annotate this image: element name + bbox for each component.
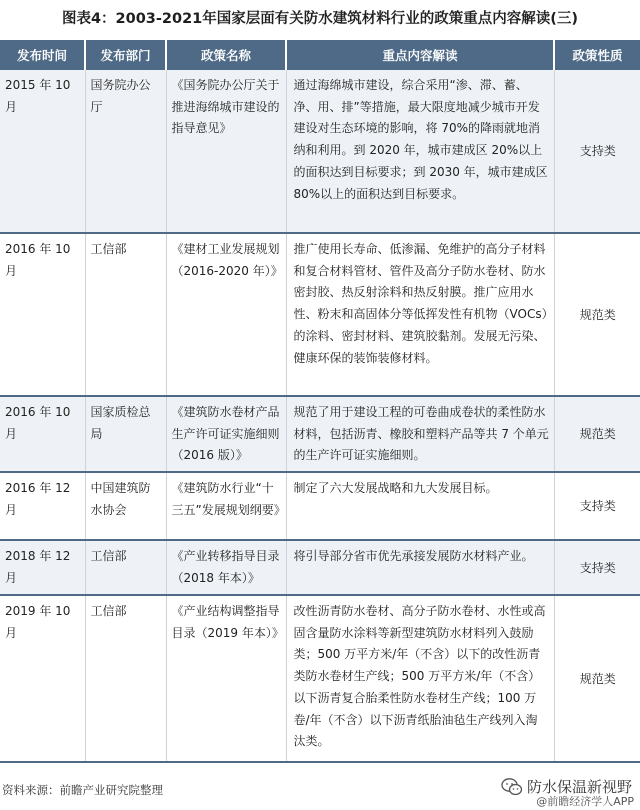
table-row: [0, 70, 640, 233]
cell-policy-name: 《建筑防水行业“十三五”发展规划纲要》: [166, 472, 286, 540]
watermark-text: 防水保温新视野: [526, 778, 632, 796]
cell-dept: 国务院办公厅: [85, 70, 166, 233]
cell-nature: 规范类: [554, 595, 640, 762]
cell-dept: 国家质检总局: [85, 396, 166, 472]
table-row: [0, 396, 640, 472]
chart-title: 图表4：2003-2021年国家层面有关防水建筑材料行业的政策重点内容解读(三): [61, 11, 579, 27]
cell-policy-name: 《产业转移指导目录（2018 年本）》: [166, 540, 286, 595]
cell-policy-name: 《建筑防水卷材产品生产许可证实施细则（2016 版）》: [166, 396, 286, 472]
header-policy-nature: 政策性质: [554, 40, 640, 70]
table-header-row: [0, 40, 640, 70]
cell-dept: 工信部: [85, 595, 166, 762]
app-note: @前瞻经济学人APP: [536, 795, 634, 808]
header-date: 发布时间: [0, 40, 85, 70]
cell-nature: 支持类: [554, 70, 640, 233]
cell-date: 2015 年 10 月: [0, 70, 85, 233]
table-row: [0, 540, 640, 595]
cell-date: 2018 年 12 月: [0, 540, 85, 595]
cell-content: 推广使用长寿命、低渗漏、免维护的高分子材料和复合材料管材、管件及高分子防水卷材、防水密封胶、热反射涂料和热反射膜。推广应用水性、粉末和高固体分等低挥发性有机物（VOCs）的涂料、密封材料、建筑胶黏剂。发展无污染、健康环保的装饰装修材料。: [286, 233, 554, 396]
header-key-content: 重点内容解读: [286, 40, 554, 70]
cell-content: 改性沥青防水卷材、高分子防水卷材、水性或高固含量防水涂料等新型建筑防水材料列入鼓励类；500 万平方米/年（不含）以下的改性沥青类防水卷材生产线；500 万平方米/年（不含）以下沥青复合胎柔性防水卷材生产线；100 万卷/年（不含）以下沥青纸胎油毡生产线列入淘汰类。: [286, 595, 554, 762]
cell-date: 2016 年 10 月: [0, 233, 85, 396]
cell-content: 通过海绵城市建设，综合采用“渗、滞、蓄、净、用、排”等措施，最大限度地减少城市开发建设对生态环境的影响，将 70%的降雨就地消纳和利用。到 2020 年，城市建成区 20%以上的面积达到目标要求；到 2030 年，城市建成区 80%以上的面积达到目标要求。: [286, 70, 554, 233]
cell-content: 将引导部分省市优先承接发展防水材料产业。: [286, 540, 554, 595]
cell-date: 2016 年 10 月: [0, 396, 85, 472]
table-row: [0, 595, 640, 762]
cell-date: 2019 年 10 月: [0, 595, 85, 762]
header-policy-name: 政策名称: [166, 40, 286, 70]
cell-content: 规范了用于建设工程的可卷曲成卷状的柔性防水材料，包括沥青、橡胶和塑料产品等共 7 个单元的生产许可证实施细则。: [286, 396, 554, 472]
cell-nature: 规范类: [554, 233, 640, 396]
cell-policy-name: 《产业结构调整指导目录（2019 年本）》: [166, 595, 286, 762]
cell-dept: 中国建筑防水协会: [85, 472, 166, 540]
wechat-icon: [501, 777, 523, 797]
cell-nature: 规范类: [554, 396, 640, 472]
cell-dept: 工信部: [85, 233, 166, 396]
header-dept: 发布部门: [85, 40, 166, 70]
cell-content: 制定了六大发展战略和九大发展目标。: [286, 472, 554, 540]
cell-policy-name: 《国务院办公厅关于推进海绵城市建设的指导意见》: [166, 70, 286, 233]
cell-dept: 工信部: [85, 540, 166, 595]
footer: [0, 776, 640, 810]
cell-nature: 支持类: [554, 472, 640, 540]
source-note: 资料来源：前瞻产业研究院整理: [2, 783, 163, 797]
cell-date: 2016 年 12 月: [0, 472, 85, 540]
cell-policy-name: 《建材工业发展规划（2016-2020 年）》: [166, 233, 286, 396]
cell-nature: 支持类: [554, 540, 640, 595]
table-row: [0, 472, 640, 540]
policy-table: [0, 40, 640, 763]
table-row: [0, 233, 640, 396]
